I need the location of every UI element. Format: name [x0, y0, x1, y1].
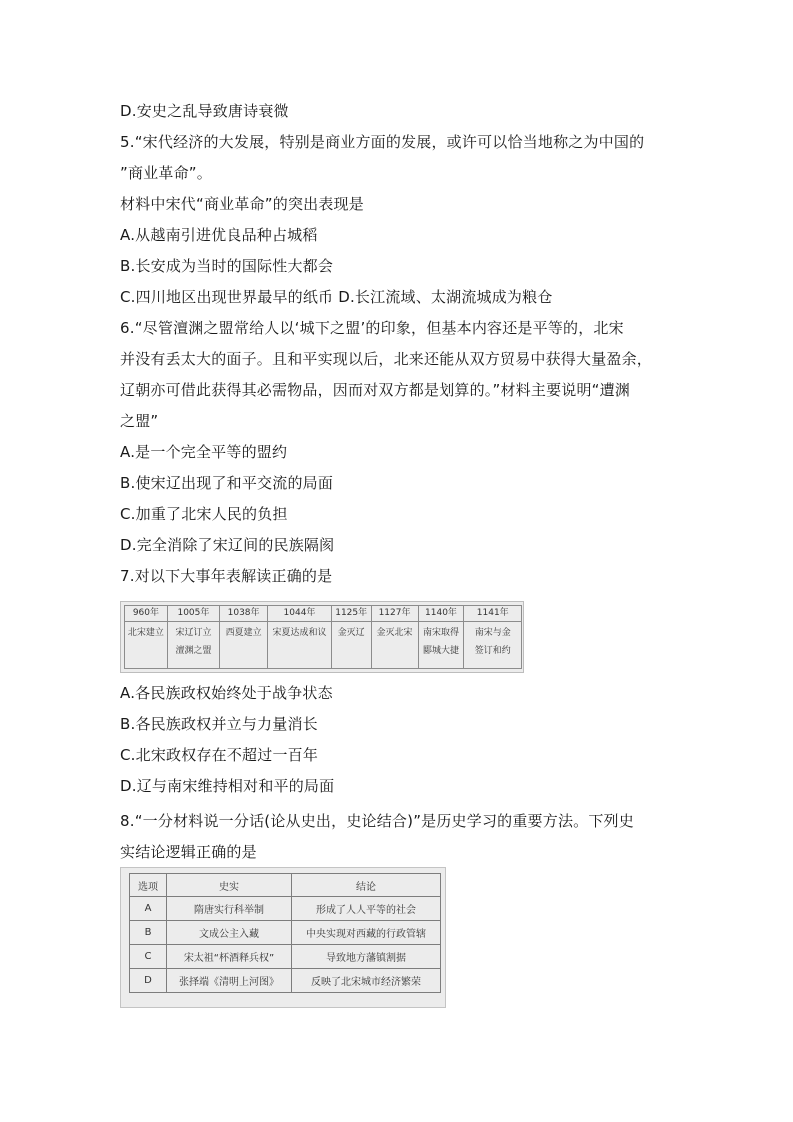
- table-cell: C: [130, 945, 167, 969]
- q5-option-b: B.长安成为当时的国际性大都会: [120, 257, 334, 275]
- timeline-event: 南宋取得 郾城大捷: [418, 622, 464, 669]
- q6-option-d: D.完全消除了宋辽间的民族隔阂: [120, 536, 335, 554]
- timeline-event: 南宋与金 签订和约: [464, 622, 522, 669]
- conclusion-table-image: [120, 867, 446, 1008]
- table-cell: 中央实现对西藏的行政管辖: [292, 921, 441, 945]
- table-cell: D: [130, 969, 167, 993]
- table-header-row: [130, 874, 441, 897]
- timeline-event: 宋夏达成和议: [268, 622, 332, 669]
- q8-stem-line-1: 8.“一分材料说一分话(论从史出，史论结合)”是历史学习的重要方法。下列史: [120, 812, 634, 830]
- q6-stem-line-1: 6.“尽管澶渊之盟常给人以‘城下之盟’的印象，但基本内容还是平等的，北宋: [120, 319, 624, 337]
- q5-stem-line-3: 材料中宋代“商业革命”的突出表现是: [120, 195, 364, 213]
- q5-option-a: A.从越南引进优良品种占城稻: [120, 226, 318, 244]
- q5-stem-line-1: 5.“宋代经济的大发展，特别是商业方面的发展，或许可以恰当地称之为中国的: [120, 133, 645, 151]
- table-cell: 文成公主入藏: [167, 921, 292, 945]
- q7-option-b: B.各民族政权并立与力量消长: [120, 715, 318, 733]
- timeline-event: 金灭北宋: [371, 622, 418, 669]
- table-cell: B: [130, 921, 167, 945]
- timeline-table-image: [120, 601, 524, 673]
- table-row: [130, 945, 441, 969]
- timeline-year: 1141年: [464, 606, 522, 622]
- timeline-year: 1127年: [371, 606, 418, 622]
- table-cell: 导致地方藩镇割据: [292, 945, 441, 969]
- q6-option-a: A.是一个完全平等的盟约: [120, 443, 288, 461]
- table-row: [130, 897, 441, 921]
- q6-stem-line-4: 之盟”: [120, 412, 159, 430]
- q8-stem-line-2: 实结论逻辑正确的是: [120, 843, 257, 861]
- timeline-event: 北宋建立: [125, 622, 168, 669]
- q6-option-c: C.加重了北宋人民的负担: [120, 505, 288, 523]
- table-cell: 形成了人人平等的社会: [292, 897, 441, 921]
- q5-stem-line-2: ”商业革命”。: [120, 164, 212, 182]
- timeline-year: 1140年: [418, 606, 464, 622]
- q7-option-d: D.辽与南宋维持相对和平的局面: [120, 777, 335, 795]
- q6-option-b: B.使宋辽出现了和平交流的局面: [120, 474, 334, 492]
- table-header: 选项: [130, 874, 167, 897]
- timeline-year: 960年: [125, 606, 168, 622]
- table-cell: 宋太祖“杯酒释兵权”: [167, 945, 292, 969]
- table-cell: A: [130, 897, 167, 921]
- timeline-event: 西夏建立: [220, 622, 268, 669]
- table-cell: 张择端《清明上河图》: [167, 969, 292, 993]
- timeline-event: 金灭辽: [331, 622, 371, 669]
- table-row: [130, 921, 441, 945]
- q4-option-d: D.安史之乱导致唐诗衰微: [120, 102, 289, 120]
- q7-option-a: A.各民族政权始终处于战争状态: [120, 684, 333, 702]
- q7-stem: 7.对以下大事年表解读正确的是: [120, 567, 333, 585]
- table-header: 结论: [292, 874, 441, 897]
- timeline-year: 1005年: [167, 606, 219, 622]
- table-cell: 隋唐实行科举制: [167, 897, 292, 921]
- timeline-year: 1125年: [331, 606, 371, 622]
- q6-stem-line-3: 辽朝亦可借此获得其必需物品，因而对双方都是划算的。”材料主要说明“遭渊: [120, 381, 631, 399]
- timeline-event: 宋辽订立 澶渊之盟: [167, 622, 219, 669]
- table-cell: 反映了北宋城市经济繁荣: [292, 969, 441, 993]
- q6-stem-line-2: 并没有丢太大的面子。且和平实现以后，北来还能从双方贸易中获得大量盈余，: [120, 350, 653, 368]
- q7-option-c: C.北宋政权存在不超过一百年: [120, 746, 319, 764]
- timeline-year: 1044年: [268, 606, 332, 622]
- q5-option-c-d: C.四川地区出现世界最早的纸币 D.长江流域、太湖流城成为粮仓: [120, 288, 553, 306]
- table-row: [130, 969, 441, 993]
- timeline-year: 1038年: [220, 606, 268, 622]
- table-header: 史实: [167, 874, 292, 897]
